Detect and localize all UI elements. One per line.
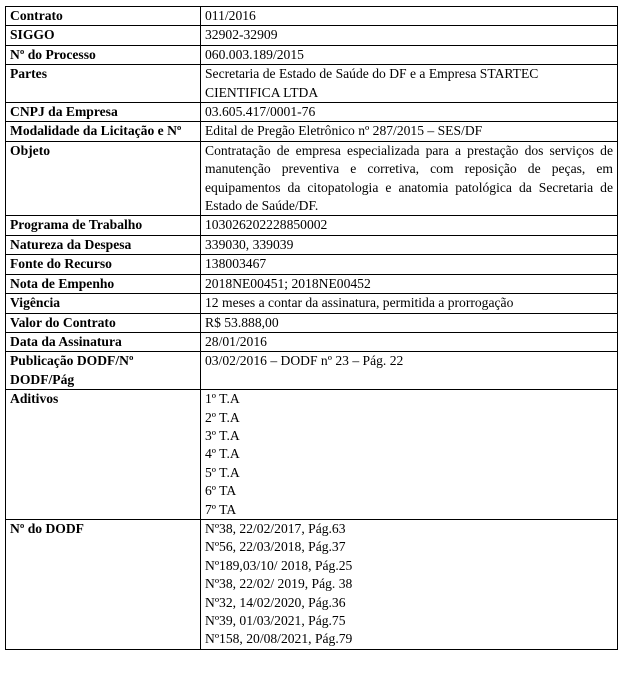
row-processo (6, 45, 618, 64)
contract-table (5, 6, 618, 650)
label-objeto: Objeto (6, 141, 201, 216)
label-cnpj: CNPJ da Empresa (6, 103, 201, 122)
label-natureza: Natureza da Despesa (6, 235, 201, 254)
label-publicacao: Publicação DODF/Nº DODF/Pág (6, 352, 201, 390)
document-page (5, 6, 618, 650)
dodf-item: Nº38, 22/02/ 2019, Pág. 38 (205, 576, 353, 592)
value-valor: R$ 53.888,00 (201, 313, 618, 332)
label-dodf: Nº do DODF (6, 519, 201, 649)
row-assinatura (6, 332, 618, 351)
row-vigencia (6, 294, 618, 313)
row-objeto (6, 141, 618, 216)
row-publicacao (6, 352, 618, 390)
dodf-item: Nº38, 22/02/2017, Pág.63 (205, 520, 346, 536)
label-modalidade: Modalidade da Licitação e Nº (6, 122, 201, 141)
aditivo-item: 1º T.A (205, 391, 240, 407)
row-valor (6, 313, 618, 332)
value-contrato: 011/2016 (201, 7, 618, 26)
label-contrato: Contrato (6, 7, 201, 26)
value-cnpj: 03.605.417/0001-76 (201, 103, 618, 122)
value-assinatura: 28/01/2016 (201, 332, 618, 351)
row-dodf (6, 519, 618, 649)
row-modalidade (6, 122, 618, 141)
label-partes: Partes (6, 65, 201, 103)
aditivo-item: 7º TA (205, 501, 237, 517)
value-empenho: 2018NE00451; 2018NE00452 (201, 274, 618, 293)
aditivo-item: 6º TA (205, 483, 237, 499)
row-contrato (6, 7, 618, 26)
label-processo: Nº do Processo (6, 45, 201, 64)
value-siggo: 32902-32909 (201, 26, 618, 45)
row-cnpj (6, 103, 618, 122)
label-valor: Valor do Contrato (6, 313, 201, 332)
dodf-item: Nº189,03/10/ 2018, Pág.25 (205, 557, 353, 573)
label-empenho: Nota de Empenho (6, 274, 201, 293)
dodf-item: Nº158, 20/08/2021, Pág.79 (205, 631, 353, 647)
row-siggo (6, 26, 618, 45)
row-fonte (6, 255, 618, 274)
value-modalidade: Edital de Pregão Eletrônico nº 287/2015 – SES/DF (201, 122, 618, 141)
value-objeto: Contratação de empresa especializada para a prestação dos serviços de manutenção preventiva e corretiva, com reposição de peças, em equipamentos da citopatologia e anatomia patológica da Secretaria de Estado de Saúde/DF. (201, 141, 618, 216)
label-vigencia: Vigência (6, 294, 201, 313)
value-programa: 103026202228850002 (201, 216, 618, 235)
aditivo-item: 3º T.A (205, 427, 240, 443)
value-aditivos (201, 390, 618, 520)
value-fonte: 138003467 (201, 255, 618, 274)
value-partes: Secretaria de Estado de Saúde do DF e a Empresa STARTEC CIENTIFICA LTDA (201, 65, 618, 103)
value-vigencia: 12 meses a contar da assinatura, permitida a prorrogação (201, 294, 618, 313)
label-aditivos: Aditivos (6, 390, 201, 520)
dodf-item: Nº56, 22/03/2018, Pág.37 (205, 539, 346, 555)
dodf-item: Nº32, 14/02/2020, Pág.36 (205, 594, 346, 610)
aditivo-item: 5º T.A (205, 464, 240, 480)
label-programa: Programa de Trabalho (6, 216, 201, 235)
value-dodf (201, 519, 618, 649)
dodf-item: Nº39, 01/03/2021, Pág.75 (205, 613, 346, 628)
row-empenho (6, 274, 618, 293)
value-processo: 060.003.189/2015 (201, 45, 618, 64)
row-partes (6, 65, 618, 103)
aditivo-item: 4º T.A (205, 446, 240, 462)
label-siggo: SIGGO (6, 26, 201, 45)
label-fonte: Fonte do Recurso (6, 255, 201, 274)
row-natureza (6, 235, 618, 254)
value-publicacao: 03/02/2016 – DODF nº 23 – Pág. 22 (201, 352, 618, 390)
row-aditivos (6, 390, 618, 520)
row-programa (6, 216, 618, 235)
value-natureza: 339030, 339039 (201, 235, 618, 254)
aditivo-item: 2º T.A (205, 409, 240, 425)
label-assinatura: Data da Assinatura (6, 332, 201, 351)
